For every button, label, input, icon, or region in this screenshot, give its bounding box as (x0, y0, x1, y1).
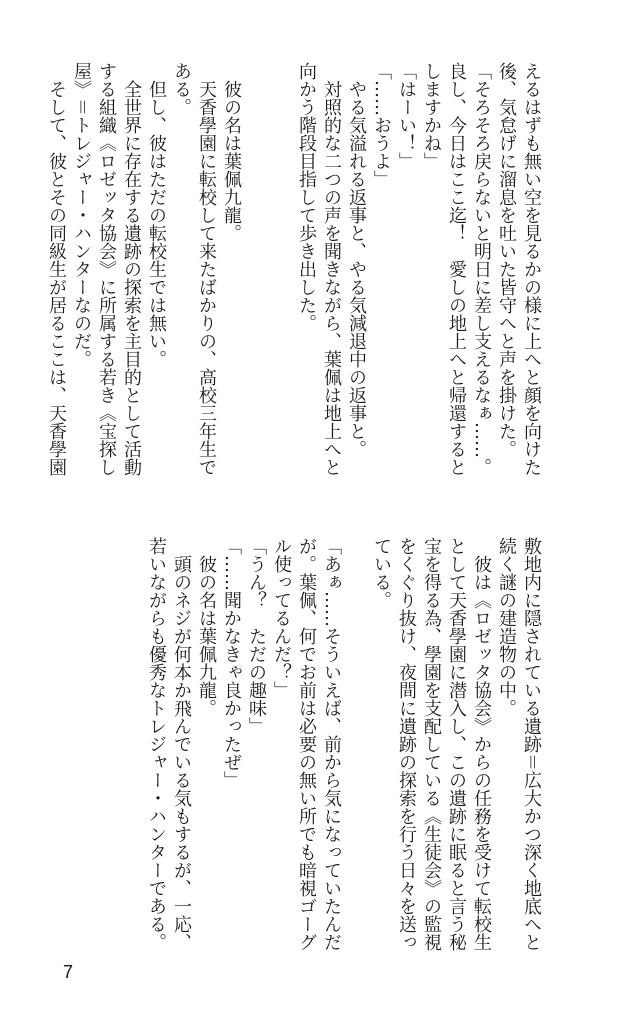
text-line: 宝を得る為、學園を支配している《生徒会》の監視 (421, 537, 442, 951)
text-line: が。葉佩、何でお前は必要の無い所でも暗視ゴーグ (296, 537, 317, 951)
text-line: 彼の名は葉佩九龍。 (196, 537, 217, 717)
text-line: 「……おうよ」 (371, 62, 392, 188)
text-line: 敷地内に隠されている遺跡＝広大かつ深く地底へと (521, 537, 542, 951)
bottom-text-block (74, 537, 544, 961)
text-line (269, 62, 294, 486)
text-line: する組織《ロゼッタ協会》に所属する若き《宝探し (96, 62, 117, 476)
text-line: として天香學園に潜入し、この遺跡に眠ると言う秘 (446, 537, 467, 951)
text-line: そして、彼とその同級生が居るここは、天香學園 (46, 62, 67, 476)
top-text-block (46, 62, 544, 486)
text-line: 但し、彼はただの転校生では無い。 (146, 62, 167, 368)
text-line: 屋》＝トレジャー・ハンターなのだ。 (71, 62, 92, 368)
text-line (244, 62, 269, 486)
text-line: 天香學園に転校して来たばかりの、高校三年生で (196, 62, 217, 476)
text-line: 全世界に存在する遺跡の探索を主目的として活動 (121, 62, 142, 476)
text-line: 若いながらも優秀なトレジャー・ハンターである。 (146, 537, 167, 951)
text-line: をくぐり抜け、夜間に遺跡の探索を行う日々を送っ (396, 537, 417, 951)
page-number: 7 (63, 962, 74, 982)
text-line: ル使ってるんだ？」 (271, 537, 292, 699)
text-line: 続く謎の建造物の中。 (496, 537, 517, 717)
text-line: 彼は《ロゼッタ協会》からの任務を受けて転校生 (471, 537, 492, 951)
text-line: しますかね」 (421, 62, 442, 170)
text-line: ている。 (371, 537, 392, 609)
text-line: 後、気怠げに溜息を吐いた皆守へと声を掛けた。 (496, 62, 517, 458)
text-line: 良し、今日はここ迄！ 愛しの地上へと帰還すると (446, 62, 467, 476)
text-line (344, 537, 369, 961)
text-line: 向かう階段目指して歩き出した。 (296, 62, 317, 332)
text-line: 「そろそろ戻らないと明日に差し支えるなぁ……。 (471, 62, 492, 476)
text-line: 「あぁ……そういえば、前から気になっていたんだ (321, 537, 342, 951)
text-line: やる気溢れる返事と、やる気減退中の返事と。 (346, 62, 367, 458)
text-line: えるはずも無い空を見るかの様に上へと顔を向けた (521, 62, 542, 476)
text-line: 彼の名は葉佩九龍。 (221, 62, 242, 242)
text-line: 対照的な二つの声を聞きながら、葉佩は地上へと (321, 62, 342, 476)
text-line: 「はーい！」 (396, 62, 417, 170)
text-line: ある。 (171, 62, 192, 116)
text-line: 「うん？ ただの趣味」 (246, 537, 267, 735)
text-line: 頭のネジが何本か飛んでいる気もするが、一応、 (171, 537, 192, 951)
text-line: 「……聞かなきゃ良かったぜ」 (221, 537, 242, 789)
